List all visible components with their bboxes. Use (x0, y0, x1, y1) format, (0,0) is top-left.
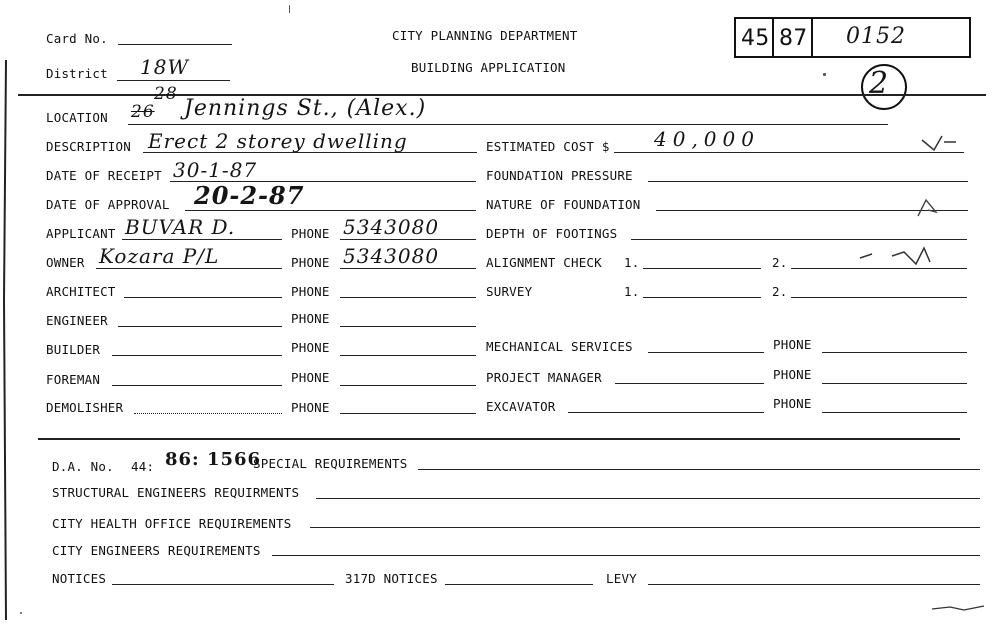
district-value: 18W (140, 55, 190, 79)
form-title: BUILDING APPLICATION (411, 60, 566, 75)
applicant-line (122, 239, 282, 240)
excavator-label: EXCAVATOR (486, 399, 556, 414)
architect-phone-line (340, 297, 476, 298)
estimated-cost-value: 40,000 (654, 127, 760, 151)
alignment-check-1-line (643, 268, 761, 269)
district-label: District (46, 66, 108, 81)
location-line (128, 124, 888, 125)
foreman-phone-label: PHONE (291, 370, 330, 385)
location-value: Jennings St., (Alex.) (184, 96, 427, 121)
da-no-label: D.A. No. (52, 459, 114, 474)
mechanical-services-label: MECHANICAL SERVICES (486, 339, 633, 354)
applicant-phone-line (340, 239, 476, 240)
survey-2-line (791, 297, 967, 298)
engineer-line (118, 326, 282, 327)
foundation-pressure-label: FOUNDATION PRESSURE (486, 168, 633, 183)
estimated-cost-line (614, 152, 964, 153)
foundation-pressure-line (648, 181, 968, 182)
scan-speck (823, 73, 826, 76)
notices-line (112, 584, 334, 585)
foreman-label: FOREMAN (46, 372, 101, 387)
scan-speck (20, 612, 22, 614)
location-struck-number: 26 (131, 102, 155, 122)
survey-1-label: 1. (624, 284, 640, 299)
description-line (143, 152, 477, 153)
project-manager-phone-label: PHONE (773, 367, 812, 382)
builder-line (112, 355, 282, 356)
owner-phone-label: PHONE (291, 255, 330, 270)
alignment-scribble (858, 244, 938, 274)
date-of-receipt-label: DATE OF RECEIPT (46, 168, 162, 183)
survey-1-line (643, 297, 761, 298)
reference-box-number: 0152 (846, 24, 906, 49)
notices-317d-line (445, 584, 593, 585)
owner-phone-value: 5343080 (343, 244, 440, 268)
alignment-check-label: ALIGNMENT CHECK (486, 255, 602, 270)
reference-box-divider-1 (772, 17, 774, 56)
builder-label: BUILDER (46, 342, 101, 357)
estimated-cost-label: ESTIMATED COST $ (486, 139, 610, 154)
engineer-label: ENGINEER (46, 313, 108, 328)
mechanical-services-line (648, 352, 764, 353)
reference-box-year-a: 45 (741, 26, 770, 51)
survey-2-label: 2. (772, 284, 788, 299)
city-engineers-line (272, 555, 980, 556)
scan-speck (289, 5, 290, 13)
applicant-phone-value: 5343080 (343, 215, 440, 239)
alignment-check-1-label: 1. (624, 255, 640, 270)
depth-of-footings-label: DEPTH OF FOOTINGS (486, 226, 618, 241)
special-requirements-label: SPECIAL REQUIREMENTS (253, 456, 408, 471)
project-manager-line (615, 383, 764, 384)
owner-line (96, 268, 282, 269)
structural-label: STRUCTURAL ENGINEERS REQUIRMENTS (52, 485, 300, 500)
demolisher-phone-line (340, 413, 476, 414)
card-no-line (118, 44, 232, 45)
engineer-phone-line (340, 326, 476, 327)
levy-label: LEVY (606, 571, 637, 586)
department-title: CITY PLANNING DEPARTMENT (392, 28, 578, 43)
da-prefix: 44: (131, 459, 155, 474)
section-divider (38, 438, 960, 440)
notices-317d-label: 317D NOTICES (345, 571, 438, 586)
city-engineers-label: CITY ENGINEERS REQUIREMENTS (52, 543, 261, 558)
da-number-value: 86: 1566 (165, 449, 262, 470)
owner-phone-line (340, 268, 476, 269)
nature-of-foundation-label: NATURE OF FOUNDATION (486, 197, 641, 212)
mechanical-services-phone-label: PHONE (773, 337, 812, 352)
excavator-phone-line (822, 412, 967, 413)
owner-value: Kozara P/L (99, 244, 220, 268)
card-no-label: Card No. (46, 31, 108, 46)
reference-box-divider-2 (811, 17, 813, 56)
engineer-phone-label: PHONE (291, 311, 330, 326)
date-of-approval-value: 20-2-87 (194, 181, 305, 210)
special-requirements-line (418, 469, 980, 470)
description-label: DESCRIPTION (46, 139, 131, 154)
excavator-line (568, 412, 764, 413)
demolisher-phone-label: PHONE (291, 400, 330, 415)
mechanical-services-phone-line (822, 352, 967, 353)
location-number: 28 (154, 84, 178, 104)
circled-number-value: 2 (869, 66, 890, 101)
levy-line (648, 584, 980, 585)
builder-phone-label: PHONE (291, 340, 330, 355)
district-line (117, 80, 230, 81)
applicant-phone-label: PHONE (291, 226, 330, 241)
owner-label: OWNER (46, 255, 85, 270)
project-manager-label: PROJECT MANAGER (486, 370, 602, 385)
left-binding-edge (0, 0, 10, 621)
reference-box-year-b: 87 (779, 26, 808, 51)
excavator-phone-label: PHONE (773, 396, 812, 411)
applicant-label: APPLICANT (46, 226, 116, 241)
survey-label: SURVEY (486, 284, 533, 299)
demolisher-label: DEMOLISHER (46, 400, 124, 415)
date-of-receipt-value: 30-1-87 (173, 158, 258, 182)
checkmark-scribble (920, 132, 960, 158)
depth-of-footings-line (631, 239, 967, 240)
notices-label: NOTICES (52, 571, 107, 586)
location-label: LOCATION (46, 110, 108, 125)
project-manager-phone-line (822, 383, 967, 384)
applicant-value: BUVAR D. (125, 215, 236, 239)
alignment-check-2-label: 2. (772, 255, 788, 270)
structural-line (316, 498, 980, 499)
demolisher-line (134, 413, 282, 414)
architect-phone-label: PHONE (291, 284, 330, 299)
health-label: CITY HEALTH OFFICE REQUIREMENTS (52, 516, 292, 531)
foreman-line (112, 385, 282, 386)
date-of-approval-label: DATE OF APPROVAL (46, 197, 170, 212)
description-value: Erect 2 storey dwelling (148, 129, 408, 153)
health-line (310, 527, 980, 528)
corner-scribble (930, 600, 990, 619)
architect-line (124, 297, 282, 298)
date-of-approval-line (185, 210, 476, 211)
builder-phone-line (340, 355, 476, 356)
architect-label: ARCHITECT (46, 284, 116, 299)
foundation-scribble (914, 198, 944, 224)
foreman-phone-line (340, 385, 476, 386)
